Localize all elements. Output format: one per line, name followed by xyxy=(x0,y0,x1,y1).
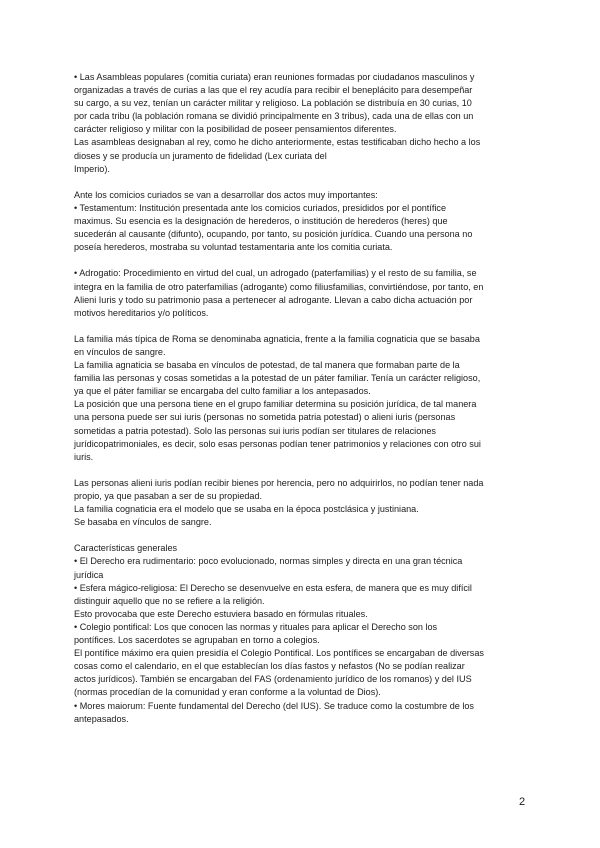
paragraph-gap xyxy=(74,254,530,267)
text-line: maximus. Su esencia es la designación de herederos, o institución de herederos (heres) que xyxy=(74,216,448,227)
text-line: iuris. xyxy=(74,451,94,462)
paragraph-alieni-iuris xyxy=(74,477,530,529)
text-line: La familia cognaticia era el modelo que se usaba en la época postclásica y justiniana. xyxy=(74,504,419,515)
text-line: sucederán al causante (difunto), ocupando, por tanto, su posición jurídica. Cuando una persona no xyxy=(74,229,473,240)
text-line: • Esfera mágico-religiosa: El Derecho se desenvuelve en esta esfera, de manera que es muy difícil xyxy=(74,582,472,593)
text-line: Se basaba en vínculos de sangre. xyxy=(74,517,212,528)
text-line: por cada tribu (la población romana se dividió principalmente en 3 tribus), cada una de ellas con un xyxy=(74,111,474,122)
text-line: antepasados. xyxy=(74,713,129,724)
text-line: El pontífice máximo era quien presidía el Colegio Pontifical. Los pontífices se encargaban de diversas xyxy=(74,648,484,659)
text-line: • Las Asambleas populares (comitia curiata) eran reuniones formadas por ciudadanos masculinos y xyxy=(74,72,475,82)
text-line: sometidas a patria potestad). Solo las personas sui iuris podían ser titulares de relaciones xyxy=(74,425,436,436)
text-line: • El Derecho era rudimentario: poco evolucionado, normas simples y directa en una gran técnica xyxy=(74,556,463,567)
text-line: • Colegio pontifical: Los que conocen las normas y rituales para aplicar el Derecho son los xyxy=(74,621,438,632)
text-line: actos jurídicos). También se encargaban del FAS (ordenamiento jurídico de los romanos) y del IUS xyxy=(74,674,472,685)
paragraph-testamentum xyxy=(74,189,530,254)
text-line: Las personas alieni iuris podían recibir bienes por herencia, pero no adquirirlos, no podían tener nada xyxy=(74,477,484,488)
text-line: cosas como el calendario, en el que establecían los días fastos y nefastos (No se podían realizar xyxy=(74,661,465,672)
text-line: dioses y se producía un juramento de fidelidad (Lex curiata del xyxy=(74,150,327,161)
paragraph-gap xyxy=(74,176,530,189)
paragraph-familia-agnaticia xyxy=(74,333,530,464)
text-line: jurídicopatrimoniales, es decir, solo esas personas podían tener patrimonios y relaciones con otro sui xyxy=(74,438,481,449)
text-line: (normas procedían de la comunidad y eran conforme a la voluntad de Dios). xyxy=(74,687,381,698)
paragraph-comitia-curiata xyxy=(74,71,530,176)
text-line: Esto provocaba que este Derecho estuviera basado en fórmulas rituales. xyxy=(74,608,368,619)
text-line: familia las personas y cosas sometidas a la potestad de un páter familiar. Tenía un carácter religioso, xyxy=(74,373,481,384)
text-line: una persona puede ser sui iuris (personas no sometida patria potestad) o alieni iuris (personas xyxy=(74,412,456,423)
paragraph-gap xyxy=(74,529,530,542)
text-line: Imperio). xyxy=(74,163,110,174)
text-line: motivos hereditarios y/o políticos. xyxy=(74,307,209,318)
page-number: 2 xyxy=(519,796,526,808)
text-line: • Adrogatio: Procedimiento en virtud del cual, un adrogado (paterfamilias) y el resto de su familia, se xyxy=(74,268,477,279)
paragraph-adrogatio xyxy=(74,267,530,319)
text-line: jurídica xyxy=(74,569,104,580)
text-line: poseía herederos, mostraba su voluntad testamentaria ante los comitia curiata. xyxy=(74,242,393,253)
text-line: La posición que una persona tiene en el grupo familiar determina su posición jurídica, de tal manera xyxy=(74,399,477,410)
section-heading: Características generales xyxy=(74,543,178,554)
page-body xyxy=(74,71,530,726)
text-line: Alieni Iuris y todo su patrimonio pasa a pertenecer al adrogante. Llevan a cabo dicha actuación por xyxy=(74,294,473,305)
text-line: integra en la familia de otro paterfamilias (adrogante) como filiusfamilias, convirtiéndose, por tanto, en xyxy=(74,281,484,292)
text-line: en vínculos de sangre. xyxy=(74,346,166,357)
text-line: propio, ya que pasaban a ser de su propiedad. xyxy=(74,491,263,501)
text-line: carácter religioso y militar con la posibilidad de poseer pensamientos diferentes. xyxy=(74,124,397,135)
text-line: distinguir aquello que no se refiere a la religión. xyxy=(74,595,265,606)
text-line: organizadas a través de curias a las que el rey acudía para recibir el beneplácito para desempeñar xyxy=(74,85,473,96)
text-line: pontífices. Los sacerdotes se agrupaban en torno a colegios. xyxy=(74,635,320,646)
paragraph-caracteristicas-generales xyxy=(74,542,530,725)
text-line: • Mores maiorum: Fuente fundamental del Derecho (del IUS). Se traduce como la costumbre de los xyxy=(74,700,474,711)
paragraph-gap xyxy=(74,464,530,477)
text-line: • Testamentum: Institución presentada ante los comicios curiados, presididos por el pontífice xyxy=(74,202,447,213)
text-line: su cargo, a su vez, tenían un carácter militar y religioso. La población se distribuía en 30 curias, 10 xyxy=(74,98,472,109)
text-line: La familia agnaticia se basaba en vínculos de potestad, de tal manera que formaban parte de la xyxy=(74,360,460,371)
text-line: Ante los comicios curiados se van a desarrollar dos actos muy importantes: xyxy=(74,189,378,200)
paragraph-gap xyxy=(74,320,530,333)
text-line: ya que el páter familiar se encargaba del culto familiar a los antepasados. xyxy=(74,386,371,397)
text-line: Las asambleas designaban al rey, como he dicho anteriormente, estas testificaban dicho hecho a los xyxy=(74,137,481,148)
text-line: La familia más típica de Roma se denominaba agnaticia, frente a la familia cognaticia que se basaba xyxy=(74,333,480,344)
